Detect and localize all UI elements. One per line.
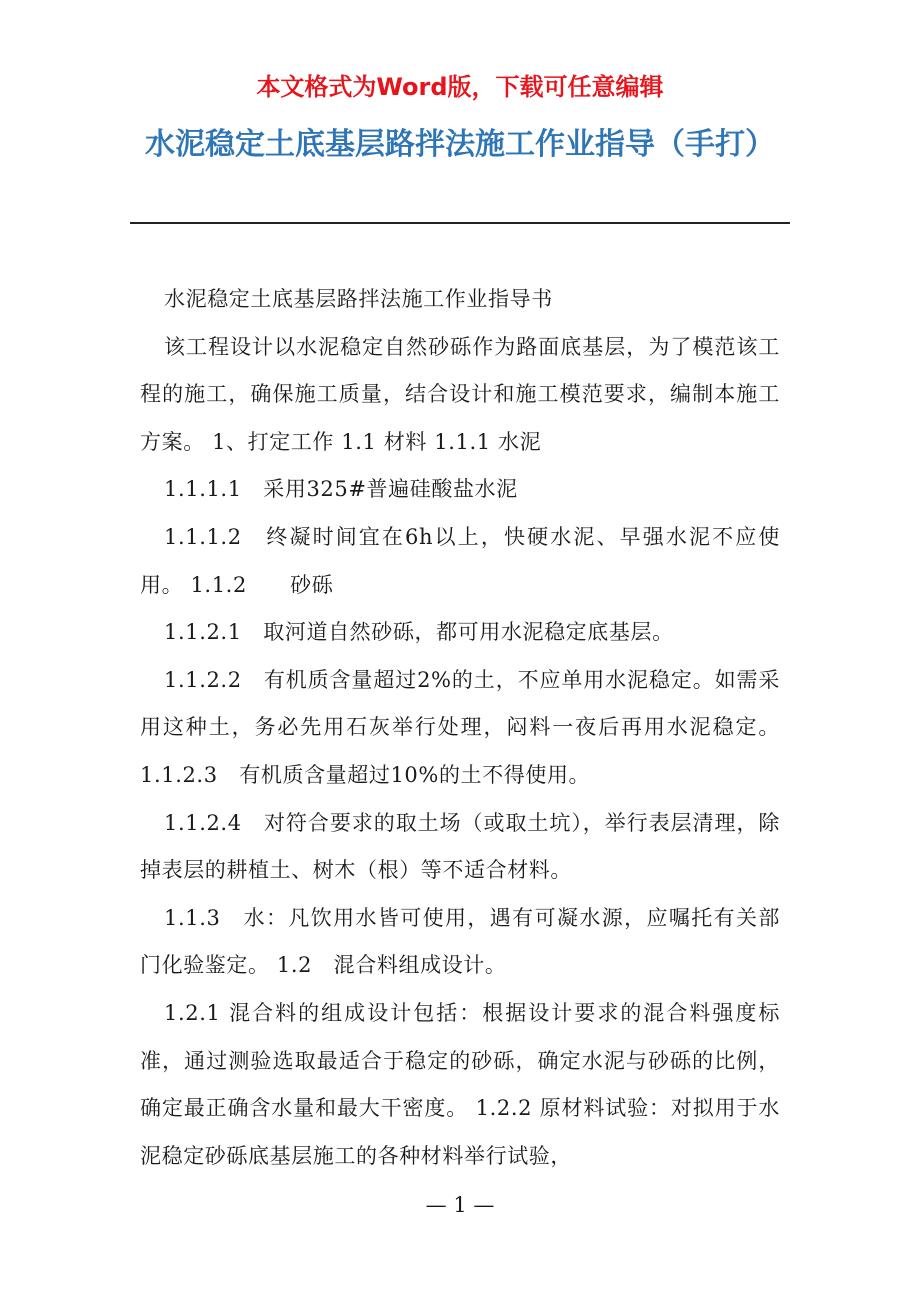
document-body (140, 276, 780, 1180)
body-paragraph: 1.2.1 混合料的组成设计包括：根据设计要求的混合料强度标准，通过测验选取最适合于稳定的砂砾，确定水泥与砂砾的比例，确定最正确含水量和最大干密度。 1.2.2 原材料试验：对拟用于水泥稳定砂砾底基层施工的各种材料举行试验， (140, 1000, 780, 1168)
body-paragraph: 1.1.1.2 终凝时间宜在6h以上，快硬水泥、早强水泥不应使用。 1.1.2 砂砾 (140, 524, 780, 597)
body-paragraph: 该工程设计以水泥稳定自然砂砾作为路面底基层，为了模范该工程的施工，确保施工质量，结合设计和施工模范要求，编制本施工方案。 1、打定工作 1.1 材料 1.1.1 水泥 (140, 334, 780, 454)
document-title: 水泥稳定土底基层路拌法施工作业指导（手打） (145, 127, 775, 162)
body-paragraph: 1.1.2.4 对符合要求的取土场（或取土坑），举行表层清理，除掉表层的耕植土、树木（根）等不适合材料。 (140, 810, 780, 883)
title-divider (130, 222, 790, 224)
download-notice: 本文格式为Word版，下载可任意编辑 (256, 73, 664, 101)
body-paragraph: 水泥稳定土底基层路拌法施工作业指导书 (164, 287, 553, 311)
page-number: — 1 — (425, 1193, 495, 1217)
body-paragraph: 1.1.2.1 取河道自然砂砾，都可用水泥稳定底基层。 (164, 620, 674, 645)
body-paragraph: 1.1.2.2 有机质含量超过2%的土，不应单用水泥稳定。如需采用这种土，务必先用石灰举行处理，闷料一夜后再用水泥稳定。 1.1.2.3 有机质含量超过10%的土不得使用。 (140, 667, 780, 787)
body-paragraph: 1.1.3 水：凡饮用水皆可使用，遇有可凝水源，应嘱托有关部门化验鉴定。 1.2 混合料组成设计。 (140, 905, 780, 978)
body-paragraph: 1.1.1.1 采用325#普遍硅酸盐水泥 (164, 477, 518, 502)
